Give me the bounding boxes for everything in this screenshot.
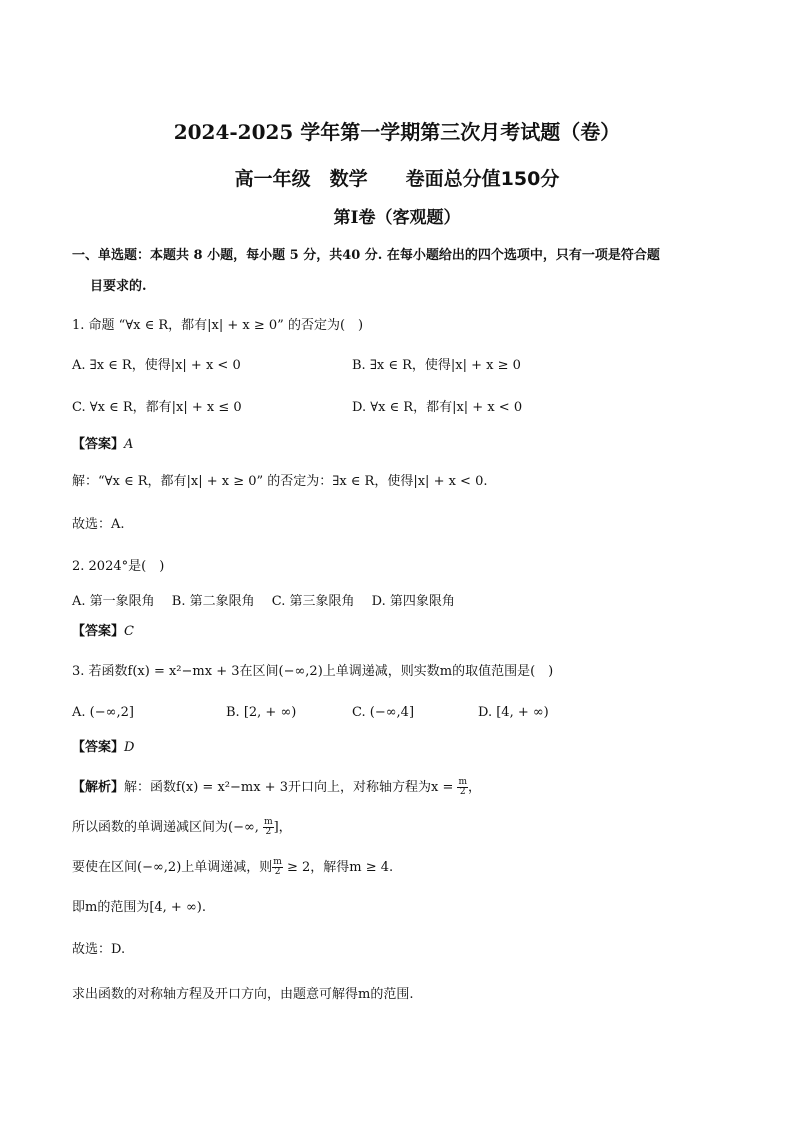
q3-answer-label: 【答案】 [72, 740, 125, 755]
q3-analysis-label: 【解析】 [72, 780, 125, 795]
q1-option-c: C. ∀x ∈ R，都有|x| + x ≤ 0 [72, 400, 242, 415]
q3-fraction-2 [263, 818, 274, 837]
q1-stem: 1. 命题 “∀x ∈ R，都有|x| + x ≥ 0” 的否定为( ) [72, 318, 364, 333]
q3-choose: 故选：D. [72, 942, 126, 957]
q3-option-c: C. (−∞,4] [352, 705, 415, 720]
q3-frac-num: m [458, 777, 468, 787]
exam-subtitle: 高一年级 数学 卷面总分值150分 [234, 168, 560, 190]
q2-answer-label: 【答案】 [72, 624, 125, 639]
q3-line-2-pre: 所以函数的单调递减区间为(−∞, [72, 820, 264, 835]
q3-fraction-3 [272, 858, 283, 877]
q3-line-3-pre: 要使在区间(−∞,2)上单调递减，则 [72, 860, 273, 875]
q3-answer-value: D [124, 740, 135, 755]
q1-option-b: B. ∃x ∈ R，使得|x| + x ≥ 0 [352, 358, 521, 373]
q3-line-4: 即m的范围为[4, + ∞). [72, 900, 206, 915]
q3-fraction-m-over-2 [457, 778, 468, 797]
q3-frac3-num: m [273, 857, 282, 867]
q3-line-3 [72, 858, 734, 878]
q3-line-2-post: ]， [273, 820, 292, 835]
q3-option-d: D. [4, + ∞) [478, 705, 549, 720]
q3-frac2-num: m [264, 817, 273, 827]
q3-option-a: A. (−∞,2] [72, 705, 134, 720]
q3-analysis-text: 解：函数f(x) = x²−mx + 3开口向上，对称轴方程为x = [124, 780, 458, 795]
q1-answer [72, 435, 734, 455]
q1-option-d: D. ∀x ∈ R，都有|x| + x < 0 [352, 400, 523, 415]
q3-line-3-post: ≥ 2，解得m ≥ 4. [282, 860, 394, 875]
section-title: 第Ⅰ卷（客观题） [333, 208, 461, 228]
q1-answer-value: A [124, 437, 134, 452]
q3-analysis: 【解析】解：函数f(x) = x²−mx + 3开口向上，对称轴方程为x = $\frac{m}{2}$ ， [72, 777, 482, 797]
q2-answer-value: C [124, 624, 134, 639]
q2-options: A. 第一象限角 B. 第二象限角 C. 第三象限角 D. 第四象限角 [72, 594, 455, 609]
q3-summary: 求出函数的对称轴方程及开口方向，由题意可解得m的范围. [72, 987, 414, 1002]
q2-answer [72, 622, 734, 642]
q1-answer-label: 【答案】 [72, 437, 125, 452]
exam-title: 2024-2025 学年第一学期第三次月考试题（卷） [173, 120, 621, 144]
q1-choose: 故选：A. [72, 517, 125, 532]
q3-frac-den: 2 [459, 787, 466, 797]
q3-stem: 3. 若函数f(x) = x²−mx + 3在区间(−∞,2)上单调递减，则实数m的取值范围是( ) [72, 664, 554, 679]
q2-stem: 2. 2024°是( ) [72, 559, 165, 574]
q1-solution: 解：“∀x ∈ R，都有|x| + x ≥ 0” 的否定为：∃x ∈ R，使得|x| + x < 0. [72, 474, 488, 489]
q3-frac3-den: 2 [274, 867, 281, 877]
q1-option-a: A. ∃x ∈ R，使得|x| + x < 0 [72, 358, 241, 373]
q3-answer [72, 738, 734, 758]
instructions-line-2: 目要求的. [90, 279, 147, 294]
q3-line-2 [72, 818, 734, 838]
instructions-line-1: 一、单选题：本题共 8 小题，每小题 5 分，共40 分. 在每小题给出的四个选项中，只有一项是符合题 [72, 248, 660, 263]
q3-frac2-den: 2 [265, 827, 272, 837]
q3-option-b: B. [2, + ∞) [226, 705, 297, 720]
